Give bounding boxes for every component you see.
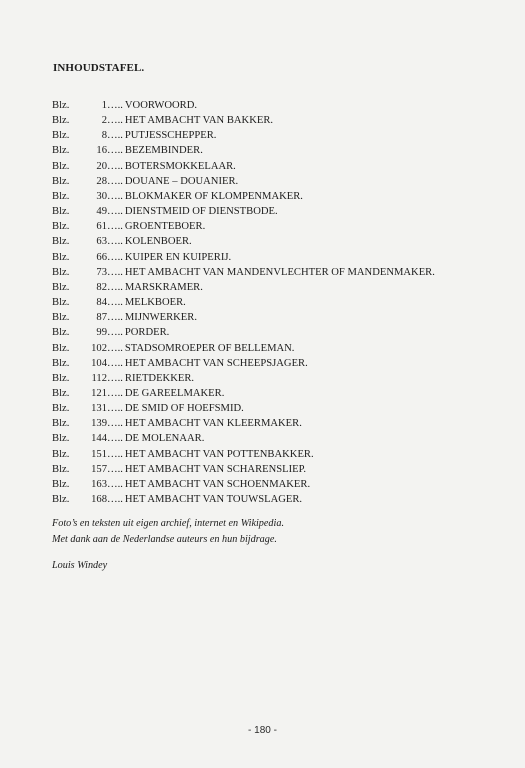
toc-page-prefix: Blz. xyxy=(52,145,70,157)
toc-entry xyxy=(52,280,435,295)
toc-entry xyxy=(52,113,435,128)
toc-leader-dots: ….. xyxy=(107,387,123,399)
toc-leader-dots: ….. xyxy=(107,372,123,384)
toc-entry-label: PUTJESSCHEPPER. xyxy=(124,130,217,142)
toc-page-number: 73 xyxy=(96,266,107,278)
toc-entry xyxy=(52,447,435,462)
toc-page-prefix: Blz. xyxy=(52,236,70,248)
toc-entry xyxy=(52,189,435,204)
toc-entry xyxy=(52,416,435,431)
toc-page-prefix: Blz. xyxy=(52,190,70,202)
toc-entry-label: HET AMBACHT VAN BAKKER. xyxy=(124,115,274,127)
toc-leader-dots: ….. xyxy=(107,115,123,127)
toc-page-prefix: Blz. xyxy=(52,175,70,187)
toc-entry xyxy=(52,341,435,356)
credits-line: Foto’s en teksten uit eigen archief, internet en Wikipedia. xyxy=(52,518,284,529)
toc-page-number: 82 xyxy=(96,281,107,293)
toc-page-prefix: Blz. xyxy=(52,130,70,142)
toc-leader-dots: ….. xyxy=(107,463,123,475)
toc-entry xyxy=(52,386,435,401)
toc-page-prefix: Blz. xyxy=(52,463,70,475)
toc-leader-dots: ….. xyxy=(107,357,123,369)
toc-entry-label: KUIPER EN KUIPERIJ. xyxy=(124,251,232,263)
toc-leader-dots: ….. xyxy=(107,403,123,415)
toc-entry-label: DOUANE – DOUANIER. xyxy=(124,175,239,187)
toc-entry-label: DE MOLENAAR. xyxy=(124,433,205,445)
toc-page-prefix: Blz. xyxy=(52,372,70,384)
toc-page-prefix: Blz. xyxy=(52,206,70,218)
toc-page-prefix: Blz. xyxy=(52,433,70,445)
toc-leader-dots: ….. xyxy=(107,433,123,445)
toc-leader-dots: ….. xyxy=(107,100,123,111)
toc-entry-label: MIJNWERKER. xyxy=(124,312,197,324)
toc-page-prefix: Blz. xyxy=(52,297,70,309)
toc-entry xyxy=(52,295,435,310)
toc-page-prefix: Blz. xyxy=(52,115,70,127)
toc-leader-dots: ….. xyxy=(107,251,123,263)
toc-entry xyxy=(52,174,435,189)
toc-entry xyxy=(52,371,435,386)
toc-entry xyxy=(52,477,435,492)
toc-page-number: 8 xyxy=(101,130,107,142)
toc-page-prefix: Blz. xyxy=(52,403,70,415)
toc-page-number: 168 xyxy=(91,494,107,506)
toc-page-number: 28 xyxy=(96,175,107,187)
toc-entry-label: HET AMBACHT VAN SCHOENMAKER. xyxy=(124,478,311,490)
toc-leader-dots: ….. xyxy=(107,236,123,248)
toc-leader-dots: ….. xyxy=(107,190,123,202)
credits-note xyxy=(52,516,284,547)
toc-page-prefix: Blz. xyxy=(52,327,70,339)
toc-page-prefix: Blz. xyxy=(52,160,70,172)
toc-entry-label: BOTERSMOKKELAAR. xyxy=(124,160,236,172)
toc-entry xyxy=(52,310,435,325)
toc-entry xyxy=(52,265,435,280)
toc-entry-label: DE GAREELMAKER. xyxy=(124,387,225,399)
toc-entry-label: HET AMBACHT VAN SCHEEPSJAGER. xyxy=(124,357,308,369)
toc-page-prefix: Blz. xyxy=(52,100,70,111)
toc-page-number: 151 xyxy=(91,448,107,460)
toc-page-number: 16 xyxy=(96,145,107,157)
table-of-contents xyxy=(52,98,435,507)
toc-page-number: 144 xyxy=(91,433,107,445)
toc-entry xyxy=(52,98,435,113)
toc-leader-dots: ….. xyxy=(107,266,123,278)
toc-leader-dots: ….. xyxy=(107,281,123,293)
toc-entry-label: MARSKRAMER. xyxy=(124,281,203,293)
toc-entry-label: STADSOMROEPER OF BELLEMAN. xyxy=(124,342,295,354)
toc-entry xyxy=(52,462,435,477)
toc-page-number: 63 xyxy=(96,236,107,248)
toc-leader-dots: ….. xyxy=(107,312,123,324)
toc-entry-label: HET AMBACHT VAN KLEERMAKER. xyxy=(124,418,302,430)
toc-entry-label: GROENTEBOER. xyxy=(124,221,206,233)
toc-page-number: 84 xyxy=(96,297,107,309)
toc-entry xyxy=(52,401,435,416)
toc-entry-label: HET AMBACHT VAN TOUWSLAGER. xyxy=(124,494,303,506)
toc-page-number: 30 xyxy=(96,190,107,202)
toc-entry xyxy=(52,250,435,265)
toc-page-prefix: Blz. xyxy=(52,357,70,369)
toc-leader-dots: ….. xyxy=(107,494,123,506)
toc-page-prefix: Blz. xyxy=(52,448,70,460)
toc-page-prefix: Blz. xyxy=(52,387,70,399)
toc-entry xyxy=(52,325,435,340)
toc-page-prefix: Blz. xyxy=(52,251,70,263)
toc-entry xyxy=(52,204,435,219)
toc-page-number: 20 xyxy=(96,160,107,172)
toc-leader-dots: ….. xyxy=(107,221,123,233)
toc-leader-dots: ….. xyxy=(107,175,123,187)
author-signature: Louis Windey xyxy=(52,560,108,571)
toc-entry-label: KOLENBOER. xyxy=(124,236,192,248)
toc-entry xyxy=(52,128,435,143)
toc-leader-dots: ….. xyxy=(107,342,123,354)
toc-page-number: 49 xyxy=(96,206,107,218)
toc-entry-label: HET AMBACHT VAN SCHARENSLIEP. xyxy=(124,463,307,475)
toc-leader-dots: ….. xyxy=(107,160,123,172)
toc-entry-label: DE SMID OF HOEFSMID. xyxy=(124,403,244,415)
toc-leader-dots: ….. xyxy=(107,145,123,157)
toc-page-prefix: Blz. xyxy=(52,281,70,293)
toc-leader-dots: ….. xyxy=(107,206,123,218)
toc-page-prefix: Blz. xyxy=(52,312,70,324)
toc-entry-label: DIENSTMEID OF DIENSTBODE. xyxy=(124,206,278,218)
toc-entry xyxy=(52,356,435,371)
toc-entry xyxy=(52,159,435,174)
toc-page-number: 87 xyxy=(96,312,107,324)
toc-page-prefix: Blz. xyxy=(52,221,70,233)
page-title: INHOUDSTAFEL. xyxy=(53,62,145,74)
toc-page-number: 61 xyxy=(96,221,107,233)
toc-entry-label: MELKBOER. xyxy=(124,297,186,309)
toc-entry xyxy=(52,431,435,446)
toc-entry xyxy=(52,234,435,249)
toc-page-number: 102 xyxy=(91,342,107,354)
toc-entry-label: PORDER. xyxy=(124,327,170,339)
toc-page-number: 2 xyxy=(101,115,107,127)
toc-entry-label: HET AMBACHT VAN MANDENVLECHTER OF MANDENMAKER. xyxy=(124,266,435,278)
toc-leader-dots: ….. xyxy=(107,130,123,142)
toc-leader-dots: ….. xyxy=(107,418,123,430)
toc-page-number: 139 xyxy=(91,418,107,430)
toc-page-prefix: Blz. xyxy=(52,478,70,490)
toc-entry-label: VOORWOORD. xyxy=(124,100,197,111)
toc-entry-label: HET AMBACHT VAN POTTENBAKKER. xyxy=(124,448,314,460)
toc-page-number: 104 xyxy=(91,357,107,369)
toc-entry xyxy=(52,219,435,234)
toc-page-prefix: Blz. xyxy=(52,494,70,506)
toc-entry-label: BLOKMAKER OF KLOMPENMAKER. xyxy=(124,190,303,202)
toc-entry-label: RIETDEKKER. xyxy=(124,372,195,384)
toc-page-number: 121 xyxy=(91,387,107,399)
toc-page-prefix: Blz. xyxy=(52,266,70,278)
toc-page-number: 157 xyxy=(91,463,107,475)
toc-page-number: 1 xyxy=(101,100,107,111)
toc-page-prefix: Blz. xyxy=(52,418,70,430)
toc-page-number: 66 xyxy=(96,251,107,263)
toc-entry-label: BEZEMBINDER. xyxy=(124,145,203,157)
toc-entry xyxy=(52,492,435,507)
page-number: - 180 - xyxy=(248,725,277,736)
credits-line: Met dank aan de Nederlandse auteurs en hun bijdrage. xyxy=(52,533,277,545)
toc-page-prefix: Blz. xyxy=(52,342,70,354)
toc-leader-dots: ….. xyxy=(107,327,123,339)
toc-page-number: 112 xyxy=(91,372,107,384)
toc-page-number: 163 xyxy=(91,478,107,490)
toc-leader-dots: ….. xyxy=(107,297,123,309)
toc-entry xyxy=(52,143,435,158)
toc-leader-dots: ….. xyxy=(107,478,123,490)
toc-page-number: 99 xyxy=(96,327,107,339)
toc-leader-dots: ….. xyxy=(107,448,123,460)
toc-page-number: 131 xyxy=(91,403,107,415)
